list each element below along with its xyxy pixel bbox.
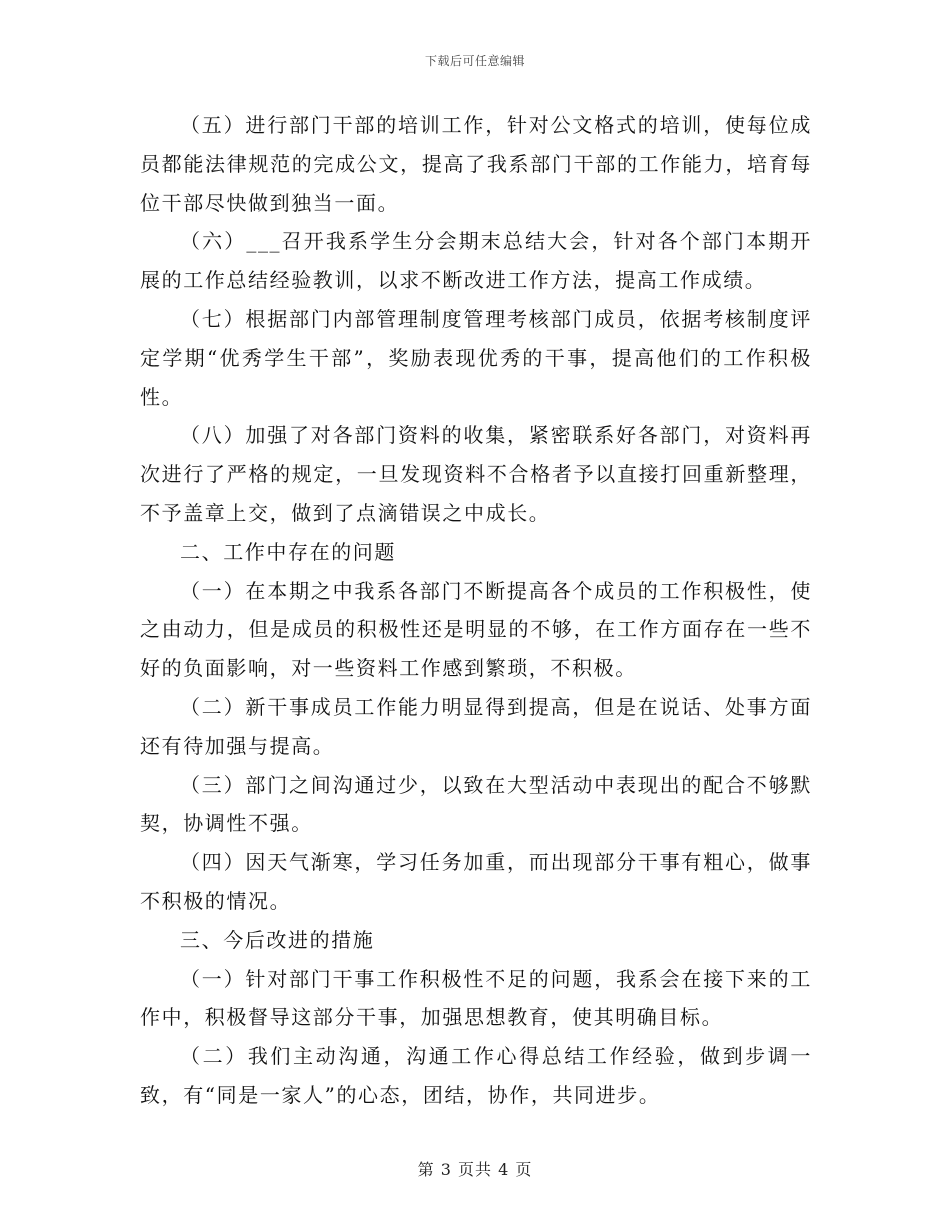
paragraph-item-8: （八）加强了对各部门资料的收集，紧密联系好各部门，对资料再次进行了严格的规定，一旦发现资料不合格者予以直接打回重新整理，不予盖章上交，做到了点滴错误之中成长。 (140, 423, 812, 525)
problem-item-4: （四）因天气渐寒，学习任务加重，而出现部分干事有粗心，做事不积极的情况。 (140, 850, 812, 913)
paragraph-item-6: （六）___召开我系学生分会期末总结大会，针对各个部门本期开展的工作总结经验教训，以求不断改进工作方法，提高工作成绩。 (140, 229, 812, 293)
section-heading-improvements: 三、今后改进的措施 (180, 927, 375, 952)
page-number: 第 3 页共 4 页 (417, 1160, 533, 1179)
problem-item-1: （一）在本期之中我系各部门不断提高各个成员的工作积极性，使之由动力，但是成员的积极性还是明显的不够，在工作方面存在一些不好的负面影响，对一些资料工作感到繁琐，不积极。 (140, 578, 812, 681)
improvement-item-2: （二）我们主动沟通，沟通工作心得总结工作经验，做到步调一致，有“同是一家人”的心态，团结，协作，共同进步。 (140, 1044, 812, 1107)
problem-item-3: （三）部门之间沟通过少，以致在大型活动中表现出的配合不够默契，协调性不强。 (140, 772, 812, 836)
improvement-item-1: （一）针对部门干事工作积极性不足的问题，我系会在接下来的工作中，积极督导这部分干事，加强思想教育，使其明确目标。 (140, 966, 812, 1030)
page-header: 下载后可任意编辑 (424, 54, 525, 68)
section-heading-problems: 二、工作中存在的问题 (180, 539, 396, 564)
paragraph-item-5: （五）进行部门干部的培训工作，针对公文格式的培训，使每位成员都能法律规范的完成公文，提高了我系部门干部的工作能力，培育每位干部尽快做到独当一面。 (140, 113, 812, 215)
paragraph-item-7: （七）根据部门内部管理制度管理考核部门成员，依据考核制度评定学期“优秀学生干部”，奖励表现优秀的干事，提高他们的工作积极性。 (140, 306, 812, 409)
problem-item-2: （二）新干事成员工作能力明显得到提高，但是在说话、处事方面还有待加强与提高。 (140, 694, 812, 758)
document-body (140, 106, 812, 1115)
